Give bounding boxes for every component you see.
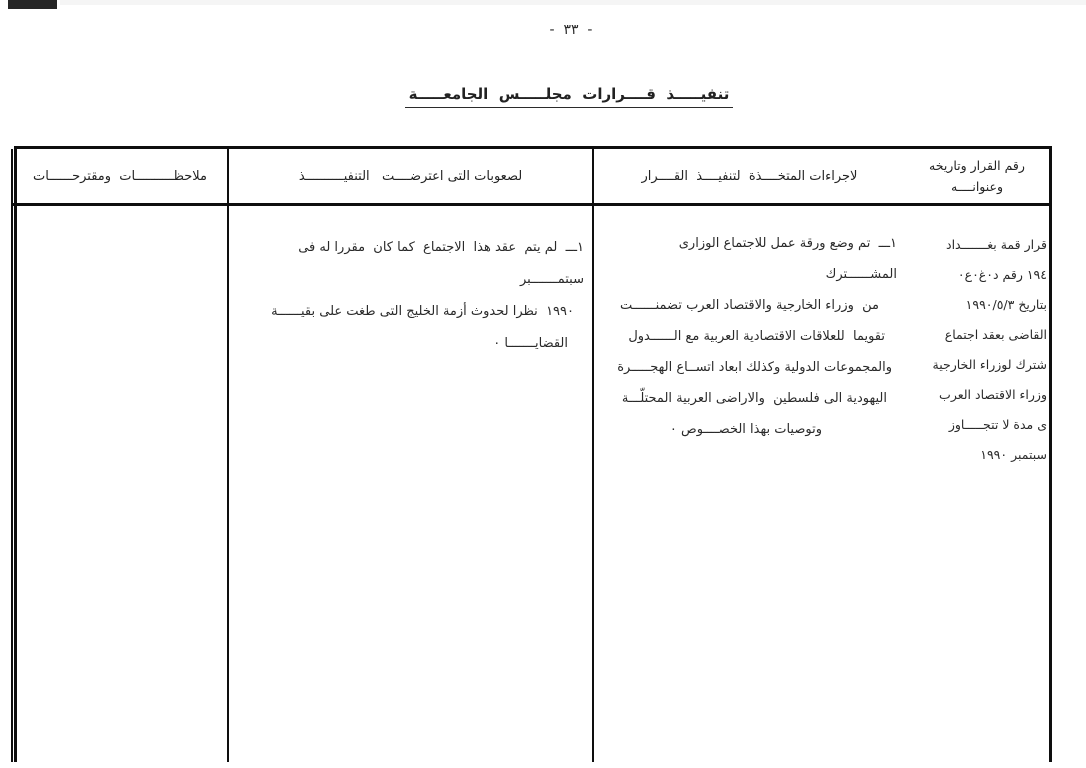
decision-line: شترك لوزراء الخارجية — [932, 357, 1047, 372]
scan-top-band — [60, 0, 1086, 5]
decision-line: ١٩٤ رقم د٠غ٠ع٠ — [957, 267, 1047, 282]
cell-decision-number — [905, 206, 1049, 762]
header-notes-suggestions: ملاحظــــــــــات ومقترحــــــات — [11, 149, 227, 206]
actions-line: تقويما للعلاقات الاقتصادية العربية مع الــــــدول — [628, 329, 885, 344]
decision-line: بتاريخ ١٩٩٠/٥/٣ — [965, 297, 1047, 312]
difficulties-line: ١ـــ لم يتم عقد هذا الاجتماع كما كان مقررا له فى سبتمـــــــبر — [289, 240, 584, 287]
decision-line: القاضى بعقد اجتماع — [944, 327, 1047, 342]
decision-line: قرار قمة بغـــــــداد — [946, 237, 1047, 252]
actions-line: ١ـــ تم وضع ورقة عمل للاجتماع الوزارى المشــــــترك — [674, 236, 897, 282]
decision-line: سبتمبر ١٩٩٠ — [980, 447, 1047, 462]
actions-line: اليهودية الى فلسطين والاراضى العربية المحتلّـــة — [621, 391, 887, 406]
difficulties-line: القضايـــــــا ٠ — [493, 336, 568, 351]
cell-notes-suggestions — [11, 206, 227, 762]
actions-line: وتوصيات بهذا الخصــــوص ٠ — [669, 422, 822, 437]
decision-line: ى مدة لا تتجـــــاوز — [948, 417, 1047, 432]
header-decision-line2: وعنوانــــه — [950, 179, 1004, 194]
decisions-table — [14, 146, 1052, 762]
actions-line: من وزراء الخارجية والاقتصاد العرب تضمنــــــت — [619, 298, 879, 313]
actions-line: والمجموعات الدولية وكذلك ابعاد اتســاع الهجـــــرة — [617, 360, 892, 375]
header-difficulties: لصعوبات التى اعترضــــت التنفيــــــــــذ — [227, 149, 592, 206]
cell-difficulties — [227, 206, 592, 762]
page-number: - ٣٣ - — [549, 22, 593, 38]
scan-artifact-mark — [8, 0, 57, 9]
decision-line: وزراء الاقتصاد العرب — [939, 387, 1047, 402]
cell-actions-taken — [592, 206, 905, 762]
difficulties-line: ١٩٩٠ نظرا لحدوث أزمة الخليج التى طغت على بقيــــــة — [271, 304, 574, 319]
page-title: تنفيـــــذ قــــرارات مجلـــــس الجامعـــــة — [405, 85, 734, 108]
title-row — [52, 84, 1086, 108]
header-actions-taken: لاجراءات المتخــــذة لتنفيــــذ القــــرار — [592, 149, 905, 206]
header-decision-number — [905, 149, 1049, 206]
header-decision-line1: رقم القرار وتاريخه — [929, 157, 1025, 173]
